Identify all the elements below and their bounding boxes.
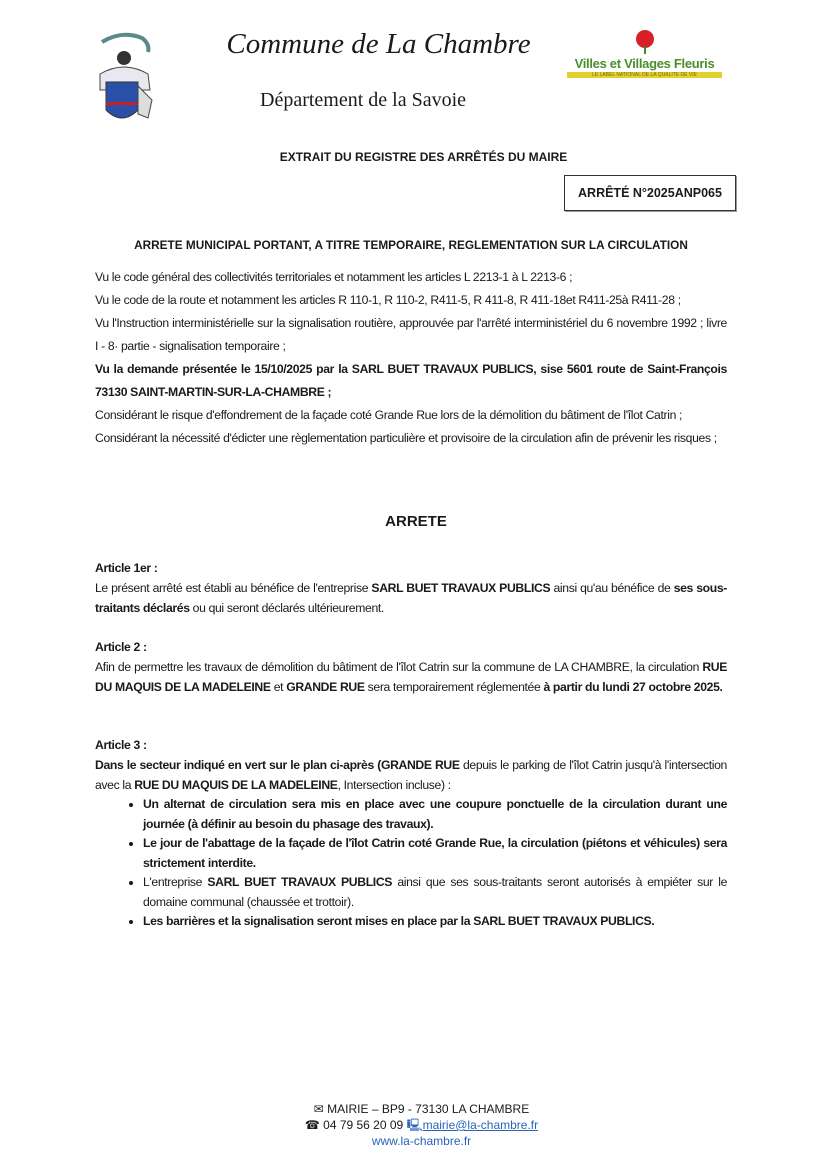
text-segment: Le jour de l'abattage de la façade de l'îlot Catrin coté Grande Rue, la circulation (piétons et véhicules) sera strictement interdite. bbox=[143, 836, 727, 870]
article-paragraph bbox=[95, 578, 727, 618]
villes-villages-fleuris-logo bbox=[567, 30, 722, 78]
text-segment: sera temporairement réglementée bbox=[364, 680, 544, 694]
text-segment: GRANDE RUE bbox=[286, 680, 365, 694]
text-segment: Vu l'Instruction interministérielle sur la signalisation routière, approuvée par l'arrêté interministériel du 6 novembre 1992 ; livre I - 8· partie - signalisation temporaire ; bbox=[95, 316, 727, 353]
text-segment: Un alternat de circulation sera mis en place avec une coupure ponctuelle de la circulation durant une journée (à définir au besoin du phasage des travaux). bbox=[143, 797, 727, 831]
article-title: Article 2 : bbox=[95, 640, 147, 654]
document-heading: ARRETE MUNICIPAL PORTANT, A TITRE TEMPORAIRE, REGLEMENTATION SUR LA CIRCULATION bbox=[134, 238, 688, 252]
text-segment: SARL BUET TRAVAUX PUBLICS bbox=[371, 581, 551, 595]
arrete-number-box: ARRÊTÉ N°2025ANP065 bbox=[564, 175, 736, 211]
text-segment: ses sous-traitants déclarés bbox=[95, 581, 727, 615]
flower-icon bbox=[636, 30, 654, 48]
footer-address: MAIRIE – BP9 - 73130 LA CHAMBRE bbox=[327, 1102, 530, 1116]
footer-email-link[interactable]: mairie@la-chambre.fr bbox=[422, 1118, 539, 1132]
list-item bbox=[143, 873, 727, 912]
extrait-heading: EXTRAIT DU REGISTRE DES ARRÊTÉS DU MAIRE bbox=[279, 150, 568, 164]
text-segment: l'intersection avec la bbox=[95, 758, 727, 792]
text-segment: Vu le code général des collectivités territoriales et notamment les articles L 2213-1 à L 2213-6 ; bbox=[95, 270, 573, 284]
footer-phone: 04 79 56 20 09 bbox=[323, 1118, 404, 1132]
article-bullet-list bbox=[95, 795, 727, 932]
text-segment: Vu la demande présentée le 15/10/2025 par la SARL BUET TRAVAUX PUBLICS, sise 5601 route de Saint-François 73130 SAINT-MARTIN-SUR-LA-CHAMBRE ; bbox=[95, 362, 727, 399]
footer-contact-line bbox=[16, 1117, 827, 1133]
text-segment: Vu le code de la route et notamment les articles R 110-1, R 110-2, R411-5, R 411-8, R 411-18et R411-25à R411-28 ; bbox=[95, 293, 681, 307]
text-segment: RUE DU MAQUIS DE LA MADELEINE bbox=[134, 778, 338, 792]
visa-paragraph bbox=[95, 266, 727, 289]
text-segment: Considérant la nécessité d'édicter une règlementation particulière et provisoire de la circulation afin de prévenir les risques ; bbox=[95, 431, 717, 445]
text-segment: ainsi que ses sous-traitants seront autorisés à empiéter sur le domaine communal (chaussée et trottoir). bbox=[143, 875, 727, 909]
article-2 bbox=[95, 637, 727, 697]
text-segment: GRANDE RUE bbox=[380, 758, 460, 772]
text-segment: Les barrières et la signalisation seront mises en place par la bbox=[143, 914, 474, 928]
phone-icon: ☎ bbox=[304, 1118, 324, 1132]
departement-subtitle: Département de la Savoie bbox=[260, 89, 467, 111]
text-segment: L'entreprise bbox=[143, 875, 208, 889]
visas-section bbox=[95, 266, 727, 450]
footer bbox=[0, 1101, 827, 1149]
visa-paragraph bbox=[95, 427, 727, 450]
article-paragraph bbox=[95, 755, 727, 795]
list-item bbox=[143, 834, 727, 873]
text-segment: à partir du lundi 27 octobre 2025. bbox=[543, 680, 723, 694]
visa-paragraph bbox=[95, 312, 727, 358]
text-segment: Le présent arrêté est établi au bénéfice de l'entreprise bbox=[95, 581, 372, 595]
text-segment: ou qui seront déclarés ultérieurement. bbox=[189, 601, 384, 615]
computer-icon: 🖳 bbox=[406, 1118, 423, 1132]
text-segment: ainsi qu'au bénéfice de bbox=[550, 581, 674, 595]
text-segment: SARL BUET TRAVAUX PUBLICS. bbox=[473, 914, 655, 928]
article-3 bbox=[95, 735, 727, 932]
visa-paragraph bbox=[95, 358, 727, 404]
footer-address-line bbox=[16, 1101, 827, 1117]
article-title: Article 3 : bbox=[95, 738, 147, 752]
text-segment: Considérant le risque d'effondrement de la façade coté Grande Rue lors de la démolition du bâtiment de l'îlot Catrin ; bbox=[95, 408, 683, 422]
text-segment: et bbox=[270, 680, 287, 694]
logo-tagline: LE LABEL NATIONAL DE LA QUALITÉ DE VIE bbox=[567, 72, 722, 78]
commune-title: Commune de La Chambre bbox=[226, 28, 531, 60]
text-segment: Dans le secteur indiqué en vert sur le plan ci-après ( bbox=[95, 758, 381, 772]
arrete-title: ARRETE bbox=[385, 513, 447, 530]
article-title: Article 1er : bbox=[95, 561, 158, 575]
text-segment: RUE DU MAQUIS DE LA MADELEINE bbox=[95, 660, 727, 694]
logo-name: Villes et Villages Fleuris bbox=[574, 56, 715, 71]
text-segment: Afin de permettre les travaux de démolition du bâtiment de l'îlot Catrin sur la commune de LA CHAMBRE, la circulation bbox=[95, 660, 703, 674]
footer-website[interactable]: www.la-chambre.fr bbox=[371, 1134, 472, 1148]
article-paragraph bbox=[95, 657, 727, 697]
text-segment: , Intersection incluse) : bbox=[337, 778, 451, 792]
envelope-icon: ✉ bbox=[313, 1102, 328, 1116]
article-1 bbox=[95, 558, 727, 618]
text-segment: SARL BUET TRAVAUX PUBLICS bbox=[207, 875, 393, 889]
visa-paragraph bbox=[95, 289, 727, 312]
list-item bbox=[143, 795, 727, 834]
visa-paragraph bbox=[95, 404, 727, 427]
list-item bbox=[143, 912, 727, 932]
text-segment: depuis le parking de l'îlot Catrin jusqu'à bbox=[459, 758, 665, 772]
